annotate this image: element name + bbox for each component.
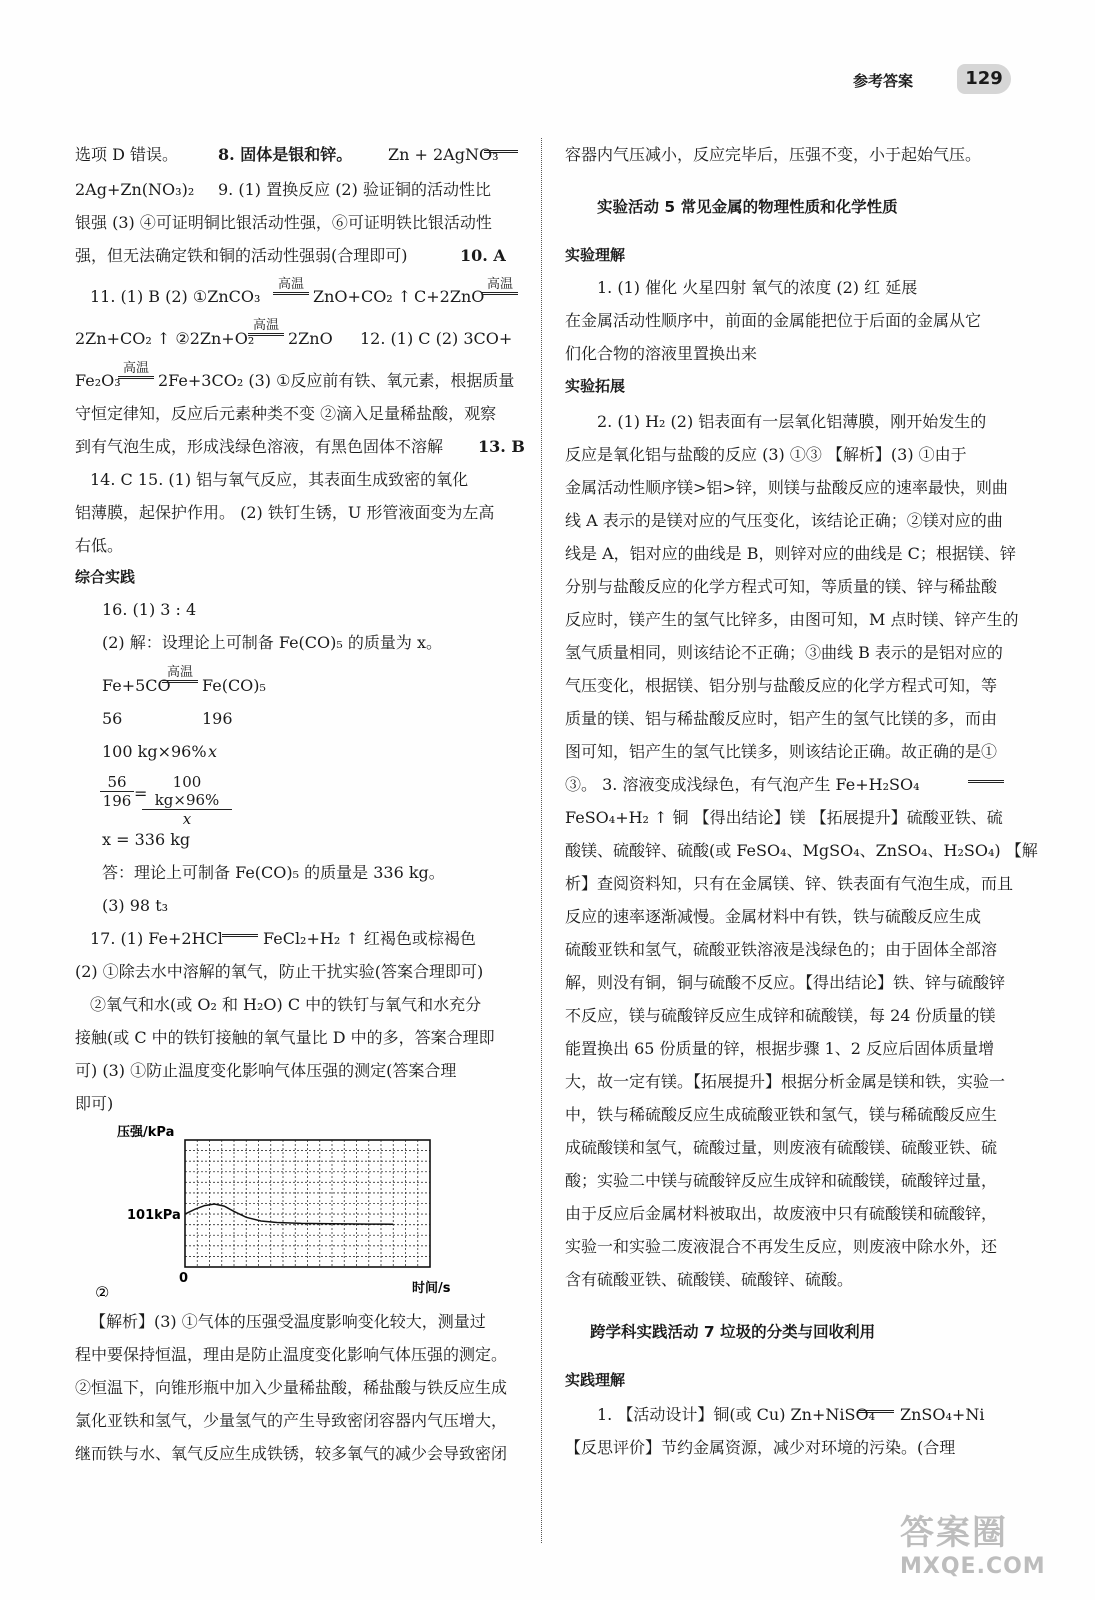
text-line: (2) 解：设理论上可制备 Fe(CO)₅ 的质量为 x。 bbox=[102, 633, 442, 652]
equation-arrow bbox=[858, 1410, 894, 1413]
text-line: 8. 固体是银和锌。 bbox=[218, 145, 353, 164]
text-line: 2ZnO bbox=[288, 329, 333, 348]
equation-arrow bbox=[484, 150, 518, 153]
text-line: 解，则没有铜，铜与硫酸不反应。【得出结论】铁、锌与硫酸锌 bbox=[565, 973, 1006, 992]
text-line: 可) (3) ①防止温度变化影响气体压强的测定(答案合理 bbox=[75, 1061, 457, 1080]
pressure-time-chart bbox=[85, 1122, 505, 1297]
equation-condition: 高温 bbox=[248, 319, 284, 336]
text-line: C+2ZnO bbox=[414, 287, 485, 306]
text-line: 含有硫酸亚铁、硫酸镁、硫酸锌、硫酸。 bbox=[565, 1270, 854, 1289]
text-line: 1. (1) 催化 火星四射 氧气的浓度 (2) 红 延展 bbox=[597, 278, 918, 297]
equation-condition: 高温 bbox=[482, 278, 518, 295]
subsection-heading: 综合实践 bbox=[75, 568, 136, 586]
text-line: 16. (1) 3 : 4 bbox=[102, 600, 197, 619]
text-line: 守恒定律知，反应后元素种类不变 ②滴入足量稀盐酸，观察 bbox=[75, 404, 497, 423]
column-divider bbox=[541, 138, 542, 1543]
text-line: (3) 98 t₃ bbox=[102, 896, 169, 915]
fraction-denominator: x bbox=[182, 810, 192, 828]
fraction-numerator: 100 kg×96% bbox=[142, 773, 232, 810]
text-line: 不反应，镁与硫酸锌反应生成锌和硫酸镁，每 24 份质量的镁 bbox=[565, 1006, 996, 1025]
origin-label: 0 bbox=[179, 1271, 189, 1286]
text-line: 2Fe+3CO₂ (3) ①反应前有铁、氧元素，根据质量 bbox=[158, 371, 515, 390]
subsection-heading: 实践理解 bbox=[565, 1371, 626, 1389]
text-line: 9. (1) 置换反应 (2) 验证铜的活动性比 bbox=[218, 180, 491, 199]
text-line: 们化合物的溶液里置换出来 bbox=[565, 344, 758, 363]
text-line: 56 bbox=[102, 709, 123, 728]
text-line: 铝薄膜，起保护作用。 (2) 铁钉生锈，U 形管液面变为左高 bbox=[75, 503, 495, 522]
text-line: 氯化亚铁和氢气，少量氢气的产生导致密闭容器内气压增大， bbox=[75, 1411, 508, 1430]
text-line: 线是 A，铝对应的曲线是 B，则锌对应的曲线是 C；根据镁、锌 bbox=[565, 544, 1016, 563]
text-line: 中，铁与稀硫酸反应生成硫酸亚铁和氢气，镁与稀硫酸反应生 bbox=[565, 1105, 998, 1124]
text-line: 答：理论上可制备 Fe(CO)₅ 的质量是 336 kg。 bbox=[102, 863, 445, 882]
text-line: 酸镁、硫酸锌、硫酸(或 FeSO₄、MgSO₄、ZnSO₄、H₂SO₄) 【解 bbox=[565, 841, 1038, 860]
text-line: 17. (1) Fe+2HCl bbox=[90, 929, 223, 948]
text-line: 酸；实验二中镁与硫酸锌反应生成锌和硫酸镁，硫酸锌过量， bbox=[565, 1171, 998, 1190]
text-line: 析】查阅资料知，只有在金属镁、锌、铁表面有气泡生成，而且 bbox=[565, 874, 1014, 893]
fraction bbox=[142, 773, 232, 828]
section-heading: 实验活动 5 常见金属的物理性质和化学性质 bbox=[597, 198, 898, 216]
fraction-numerator: 56 bbox=[100, 773, 134, 792]
equation-condition: 高温 bbox=[273, 278, 309, 295]
equation-line: Fe(CO)₅ bbox=[202, 676, 266, 695]
text-line: ③。 3. 溶液变成浅绿色，有气泡产生 Fe+H₂SO₄ bbox=[565, 775, 920, 794]
equals-sign: = bbox=[134, 784, 148, 803]
text-line: 14. C 15. (1) 铝与氧气反应，其表面生成致密的氧化 bbox=[90, 470, 469, 489]
text-line: Zn + 2AgNO₃ bbox=[388, 145, 499, 164]
text-line: 2. (1) H₂ (2) 铝表面有一层氧化铝薄膜，刚开始发生的 bbox=[597, 412, 987, 431]
text-line: 由于反应后金属材料被取出，故废液中只有硫酸镁和硫酸锌， bbox=[565, 1204, 998, 1223]
page-number-badge: 129 bbox=[957, 64, 1011, 94]
text-line: ②氧气和水(或 O₂ 和 H₂O) C 中的铁钉与氧气和水充分 bbox=[90, 995, 482, 1014]
text-line: 接触(或 C 中的铁钉接触的氧气量比 D 中的多，答案合理即 bbox=[75, 1028, 495, 1047]
equation-arrow bbox=[222, 934, 258, 937]
equation-arrow bbox=[968, 780, 1004, 783]
text-line: ZnSO₄+Ni bbox=[900, 1405, 985, 1424]
text-line: 实验一和实验二废液混合不再发生反应，则废液中除水外，还 bbox=[565, 1237, 998, 1256]
text-line: 质量的镁、铝与稀盐酸反应时，铝产生的氢气比镁的多，而由 bbox=[565, 709, 998, 728]
header-label: 参考答案 bbox=[853, 72, 914, 90]
text-line: 氢气质量相同，则该结论不正确；③曲线 B 表示的是铝对应的 bbox=[565, 643, 1003, 662]
text-line: 能置换出 65 份质量的锌，根据步骤 1、2 反应后固体质量增 bbox=[565, 1039, 995, 1058]
text-line: 右低。 bbox=[75, 536, 124, 555]
text-line: 【反思评价】节约金属资源，减少对环境的污染。(合理 bbox=[565, 1438, 956, 1457]
text-line: 大，故一定有镁。【拓展提升】根据分析金属是镁和铁，实验一 bbox=[565, 1072, 1006, 1091]
text-line: 13. B bbox=[478, 437, 525, 456]
y-axis-label: 压强/kPa bbox=[117, 1125, 175, 1140]
text-line: Fe₂O₃ bbox=[75, 371, 121, 390]
text-line: 反应是氧化铝与盐酸的反应 (3) ①③ 【解析】(3) ①由于 bbox=[565, 445, 967, 464]
text-line: 强，但无法确定铁和铜的活动性强弱(合理即可) bbox=[75, 246, 408, 265]
text-line: 2Zn+CO₂ ↑ ②2Zn+O₂ bbox=[75, 329, 255, 348]
chart-marker-label: ② bbox=[95, 1283, 110, 1297]
watermark-logo-text: 答案圈 bbox=[900, 1513, 1008, 1553]
text-line: 容器内气压减小，反应完毕后，压强不变，小于起始气压。 bbox=[565, 145, 982, 164]
text-line: 分别与盐酸反应的化学方程式可知，等质量的镁、锌与稀盐酸 bbox=[565, 577, 998, 596]
text-line: x = 336 kg bbox=[102, 830, 191, 849]
text-line: x bbox=[208, 742, 218, 761]
watermark bbox=[900, 1505, 1046, 1579]
text-line: 11. (1) B (2) ①ZnCO₃ bbox=[90, 287, 261, 306]
text-line: 成硫酸镁和氢气，硫酸过量，则废液有硫酸镁、硫酸亚铁、硫 bbox=[565, 1138, 998, 1157]
text-line: 选项 D 错误。 bbox=[75, 145, 179, 164]
text-line: 100 kg×96% bbox=[102, 742, 207, 761]
text-line: 即可) bbox=[75, 1094, 114, 1113]
text-line: 气压变化，根据镁、铝分别与盐酸反应的化学方程式可知，等 bbox=[565, 676, 998, 695]
text-line: 到有气泡生成，形成浅绿色溶液，有黑色固体不溶解 bbox=[75, 437, 444, 456]
text-line: (2) ①除去水中溶解的氧气，防止干扰实验(答案合理即可) bbox=[75, 962, 484, 981]
text-line: 继而铁与水、氧气反应生成铁锈，较多氧气的减少会导致密闭 bbox=[75, 1444, 508, 1463]
equation-condition: 高温 bbox=[162, 666, 198, 683]
subsection-heading: 实验理解 bbox=[565, 246, 626, 264]
x-axis-label: 时间/s bbox=[412, 1281, 451, 1296]
text-line: 反应时，镁产生的氢气比锌多，由图可知，M 点时镁、锌产生的 bbox=[565, 610, 1019, 629]
fraction-denominator: 196 bbox=[102, 792, 132, 810]
text-line: 10. A bbox=[460, 246, 506, 265]
text-line: 金属活动性顺序镁>铝>锌，则镁与盐酸反应的速率最快，则曲 bbox=[565, 478, 1008, 497]
text-line: ZnO+CO₂ ↑ bbox=[313, 287, 412, 306]
text-line: ②恒温下，向锥形瓶中加入少量稀盐酸，稀盐酸与铁反应生成 bbox=[75, 1378, 508, 1397]
text-line: 反应的速率逐渐减慢。金属材料中有铁，铁与硫酸反应生成 bbox=[565, 907, 982, 926]
text-line: 线 A 表示的是镁对应的气压变化，该结论正确；②镁对应的曲 bbox=[565, 511, 1003, 530]
text-line: 1. 【活动设计】铜(或 Cu) Zn+NiSO₄ bbox=[597, 1405, 875, 1424]
text-line: 196 bbox=[202, 709, 233, 728]
text-line: 2Ag+Zn(NO₃)₂ bbox=[75, 180, 195, 199]
text-line: 硫酸亚铁和氢气，硫酸亚铁溶液是浅绿色的；由于固体全部溶 bbox=[565, 940, 998, 959]
text-line: 银强 (3) ④可证明铜比银活动性强，⑥可证明铁比银活动性 bbox=[75, 213, 492, 232]
text-line: FeSO₄+H₂ ↑ 铜 【得出结论】镁 【拓展提升】硫酸亚铁、硫 bbox=[565, 808, 1003, 827]
text-line: 【解析】(3) ①气体的压强受温度影响变化较大，测量过 bbox=[90, 1312, 486, 1331]
equation-condition: 高温 bbox=[118, 362, 154, 379]
text-line: 图可知，铝产生的氢气比镁多，则该结论正确。故正确的是① bbox=[565, 742, 998, 761]
text-line: FeCl₂+H₂ ↑ 红褐色或棕褐色 bbox=[263, 929, 476, 948]
watermark-url: MXQE.COM bbox=[900, 1554, 1046, 1579]
equation-line: Fe+5CO bbox=[102, 676, 171, 695]
ref-value-label: 101kPa bbox=[127, 1208, 181, 1224]
section-heading: 跨学科实践活动 7 垃圾的分类与回收利用 bbox=[590, 1323, 876, 1341]
fraction bbox=[100, 773, 134, 810]
text-line: 程中要保持恒温，理由是防止温度变化影响气体压强的测定。 bbox=[75, 1345, 508, 1364]
text-line: 在金属活动性顺序中，前面的金属能把位于后面的金属从它 bbox=[565, 311, 982, 330]
subsection-heading: 实验拓展 bbox=[565, 377, 626, 395]
text-line: 12. (1) C (2) 3CO+ bbox=[360, 329, 513, 348]
